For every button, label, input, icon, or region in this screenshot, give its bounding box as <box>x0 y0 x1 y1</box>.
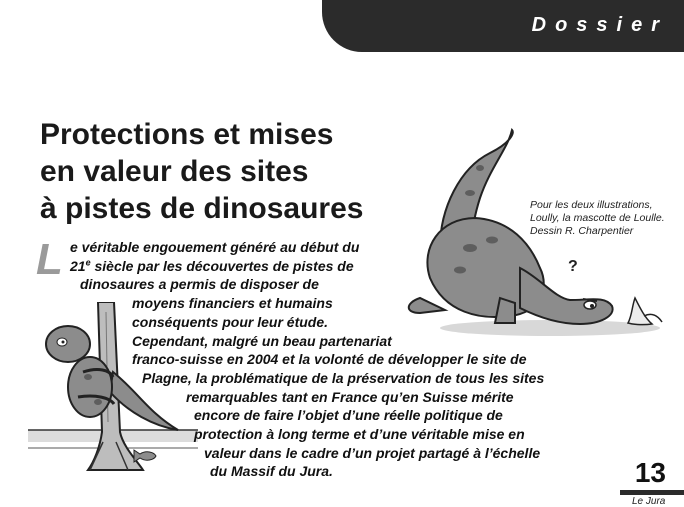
page-rule <box>620 490 684 495</box>
body-line: e véritable engouement généré au début du <box>70 239 360 255</box>
body-line: moyens financiers et humains <box>132 295 333 312</box>
body-line: remarquables tant en France qu’en Suisse mérite <box>186 388 514 405</box>
article-title <box>40 116 400 227</box>
caption-line: Pour les deux illustrations, <box>530 199 653 211</box>
body-line: encore de faire l’objet d’une réelle politique de <box>194 407 503 424</box>
body-line: conséquents pour leur étude. <box>132 313 329 330</box>
body-line: du Massif du Jura. <box>210 463 333 480</box>
caption-line: Loully, la mascotte de Loulle. <box>530 212 665 224</box>
body-line: Plagne, la problématique de la préservation de tous les sites <box>142 369 545 386</box>
body-line: Cependant, malgré un beau partenariat <box>132 332 392 349</box>
running-footer: Le Jura <box>632 496 666 507</box>
body-line: 21e siècle par les découvertes de pistes de <box>70 257 354 274</box>
caption-line: Dessin R. Charpentier <box>530 225 634 237</box>
body-line: valeur dans le cadre d’un projet partagé à l’échelle <box>204 444 541 461</box>
page-number: 13 <box>634 457 666 488</box>
section-label: Dossier <box>531 14 668 36</box>
body-line: protection à long terme et d’une véritable mise en <box>194 426 525 442</box>
drop-cap: L <box>36 235 63 284</box>
body-line: franco-suisse en 2004 et la volonté de développer le site de <box>132 351 527 368</box>
question-mark: ? <box>568 258 578 275</box>
body-line: dinosaures a permis de disposer de <box>80 276 319 293</box>
title-line: en valeur des sites <box>40 155 309 188</box>
dinosaur-banana-illustration <box>400 128 675 348</box>
title-line: à pistes de dinosaures <box>40 192 364 225</box>
header-band <box>322 0 684 52</box>
title-line: Protections et mises <box>40 118 334 151</box>
